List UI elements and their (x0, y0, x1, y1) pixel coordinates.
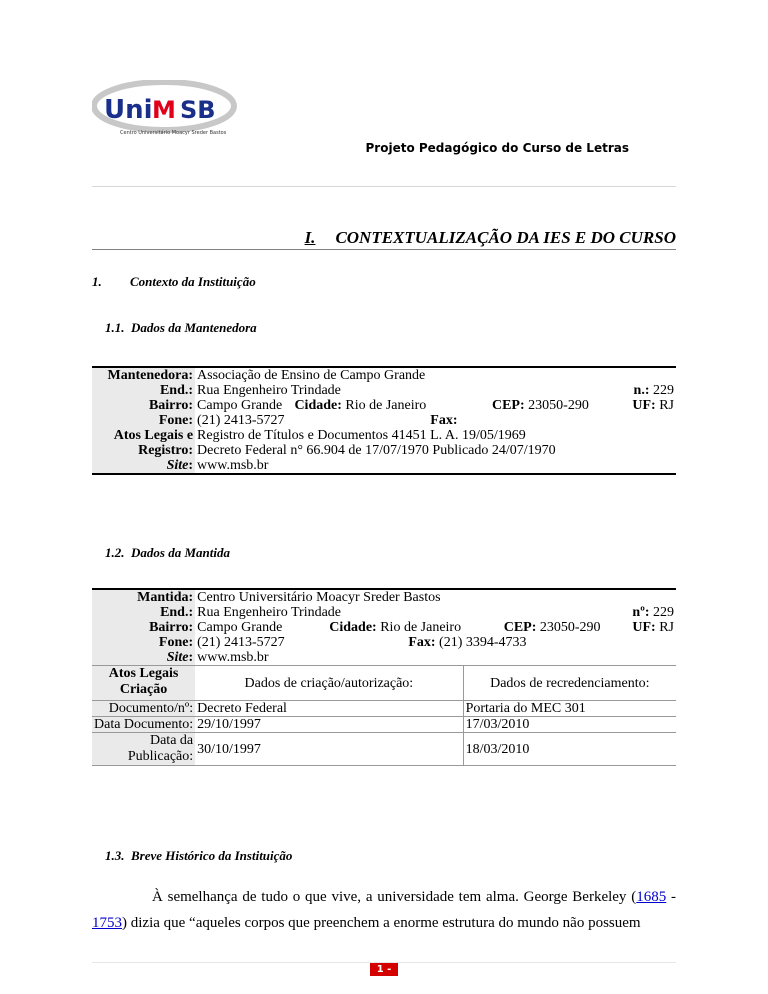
table-row (92, 458, 676, 474)
table-row (92, 650, 676, 666)
fax-cell (321, 635, 603, 650)
uf-cell (591, 398, 676, 413)
cep-value: 23050-290 (528, 398, 589, 413)
page-number: 1 - (370, 963, 398, 976)
table-row (92, 383, 676, 398)
cidade-label: Cidade: (294, 398, 342, 413)
number-value: 229 (653, 383, 674, 398)
table-row (92, 733, 676, 766)
uf-label: UF: (632, 620, 656, 635)
empty-cell (603, 635, 676, 650)
section-1-3-number: 1.3. (105, 848, 125, 863)
bairro-value: Campo Grande (197, 398, 283, 413)
section-1-1-title: Dados da Mantenedora (131, 320, 257, 335)
table-row (92, 666, 676, 701)
fax-cell (428, 413, 591, 428)
doc-label: Documento/nº: (92, 701, 195, 717)
end-value: Rua Engenheiro Trindade (197, 383, 341, 398)
number-label: nº: (632, 605, 650, 620)
table-row (92, 701, 676, 717)
cidade-cell (292, 398, 428, 413)
data-doc-label: Data Documento: (94, 717, 194, 732)
fone-label: Fone: (92, 635, 195, 650)
mantenedora-table (92, 366, 676, 475)
doc-criacao-value: Decreto Federal (195, 701, 463, 717)
uf-cell (603, 620, 676, 635)
site-label-cell: Site: (92, 458, 195, 474)
section-1-2-title: Dados da Mantida (131, 545, 230, 560)
chapter-title: CONTEXTUALIZAÇÃO DA IES E DO CURSO (335, 228, 676, 247)
cep-cell (463, 620, 602, 635)
cidade-value: Rio de Janeiro (345, 398, 427, 413)
chapter-number: I. (304, 228, 316, 247)
mantenedora-label: Mantenedora: (92, 367, 195, 383)
table-row (92, 717, 676, 733)
header-divider (92, 186, 676, 187)
fone-value: (21) 2413-5727 (197, 413, 285, 428)
end-label: End.: (92, 605, 195, 620)
number-cell (603, 605, 676, 620)
empty-cell (591, 413, 676, 428)
uf-value: RJ (659, 620, 674, 635)
section-1-number: 1. (92, 274, 102, 289)
mantida-table (92, 588, 676, 766)
section-1-1-number: 1.1. (105, 320, 125, 335)
table-row (92, 635, 676, 650)
data-doc-recred-value: 17/03/2010 (465, 717, 530, 732)
year-1685-link[interactable]: 1685 (636, 889, 667, 905)
end-label: End.: (92, 383, 195, 398)
fax-value: (21) 3394-4733 (439, 635, 527, 650)
cep-value: 23050-290 (539, 620, 601, 635)
history-paragraph (92, 884, 676, 936)
svg-text:Centro Universitário Moacyr Sr: Centro Universitário Moacyr Sreder Bastos (120, 130, 227, 136)
data-pub-label-line2: Publicação: (127, 749, 194, 764)
end-value: Rua Engenheiro Trindade (197, 605, 342, 620)
registro-value: Decreto Federal n° 66.904 de 17/07/1970 Publicado 24/07/1970 (197, 443, 556, 458)
data-pub-recred-value: 18/03/2010 (465, 741, 530, 757)
atos-label: Atos Legais e (92, 428, 195, 443)
number-cell (591, 383, 676, 398)
recred-column-header: Dados de recredenciamento: (490, 675, 650, 691)
table-row (92, 443, 676, 458)
svg-text:SB: SB (180, 96, 216, 124)
fone-value: (21) 2413-5727 (197, 635, 285, 650)
data-pub-criacao-value: 30/10/1997 (195, 733, 463, 766)
paragraph-text-2: - (666, 889, 676, 905)
data-pub-label-line1: Data da (149, 733, 194, 748)
data-doc-criacao-value: 29/10/1997 (195, 717, 463, 733)
cep-cell (428, 398, 591, 413)
table-row (92, 605, 676, 620)
site-label: Site (166, 458, 189, 473)
cidade-value: Rio de Janeiro (380, 620, 462, 635)
cep-label: CEP: (491, 398, 525, 413)
fone-label: Fone: (92, 413, 195, 428)
site-value: www.msb.br (197, 458, 269, 473)
cidade-label: Cidade: (329, 620, 377, 635)
bairro-label: Bairro: (92, 398, 195, 413)
section-1-2-heading (105, 545, 230, 561)
cidade-cell (321, 620, 464, 635)
paragraph-text-1: À semelhança de tudo o que vive, a universidade tem alma. George Berkeley ( (152, 889, 637, 905)
doc-recred-value: Portaria do MEC 301 (465, 701, 586, 716)
table-row (92, 589, 676, 605)
site-label: Site (166, 650, 189, 665)
bairro-value: Campo Grande (197, 620, 283, 635)
atos-criacao-label (92, 666, 195, 701)
number-label: n.: (633, 383, 650, 398)
mantida-value: Centro Universitário Moacyr Sreder Bastos (197, 590, 441, 605)
unimsb-logo (92, 80, 242, 140)
section-1-3-heading (105, 848, 292, 864)
atos-label-line2: Criação (119, 682, 168, 697)
section-1-3-title: Breve Histórico da Instituição (131, 848, 293, 863)
uf-label: UF: (632, 398, 656, 413)
mantenedora-value: Associação de Ensino de Campo Grande (197, 368, 426, 383)
table-row (92, 428, 676, 443)
bairro-label: Bairro: (92, 620, 195, 635)
uf-value: RJ (659, 398, 674, 413)
mantida-label: Mantida: (92, 589, 195, 605)
fax-label: Fax: (430, 413, 458, 428)
number-value: 229 (653, 605, 674, 620)
table-row (92, 398, 676, 413)
table-row (92, 413, 676, 428)
paragraph-text-3: ) dizia que “aqueles corpos que preenchem a enorme estrutura do mundo não possuem (122, 915, 641, 931)
chapter-heading (92, 228, 676, 250)
section-1-2-number: 1.2. (105, 545, 125, 560)
svg-text:M: M (152, 96, 176, 124)
atos-value: Registro de Títulos e Documentos 41451 L. A. 19/05/1969 (197, 428, 526, 443)
atos-label-line1: Atos Legais (108, 666, 179, 681)
data-pub-label (92, 733, 195, 766)
section-1-title: Contexto da Instituição (130, 274, 256, 289)
section-1-1-heading (105, 320, 257, 336)
cep-label: CEP: (503, 620, 537, 635)
svg-text:Uni: Uni (104, 95, 153, 125)
table-row (92, 367, 676, 383)
document-header-title: Projeto Pedagógico do Curso de Letras (365, 141, 629, 155)
criacao-column-header: Dados de criação/autorização: (195, 666, 463, 701)
table-row (92, 620, 676, 635)
site-label-cell: Site: (92, 650, 195, 666)
site-value: www.msb.br (197, 650, 269, 665)
year-1753-link[interactable]: 1753 (92, 915, 122, 931)
registro-label: Registro: (92, 443, 195, 458)
fax-label: Fax: (408, 635, 436, 650)
